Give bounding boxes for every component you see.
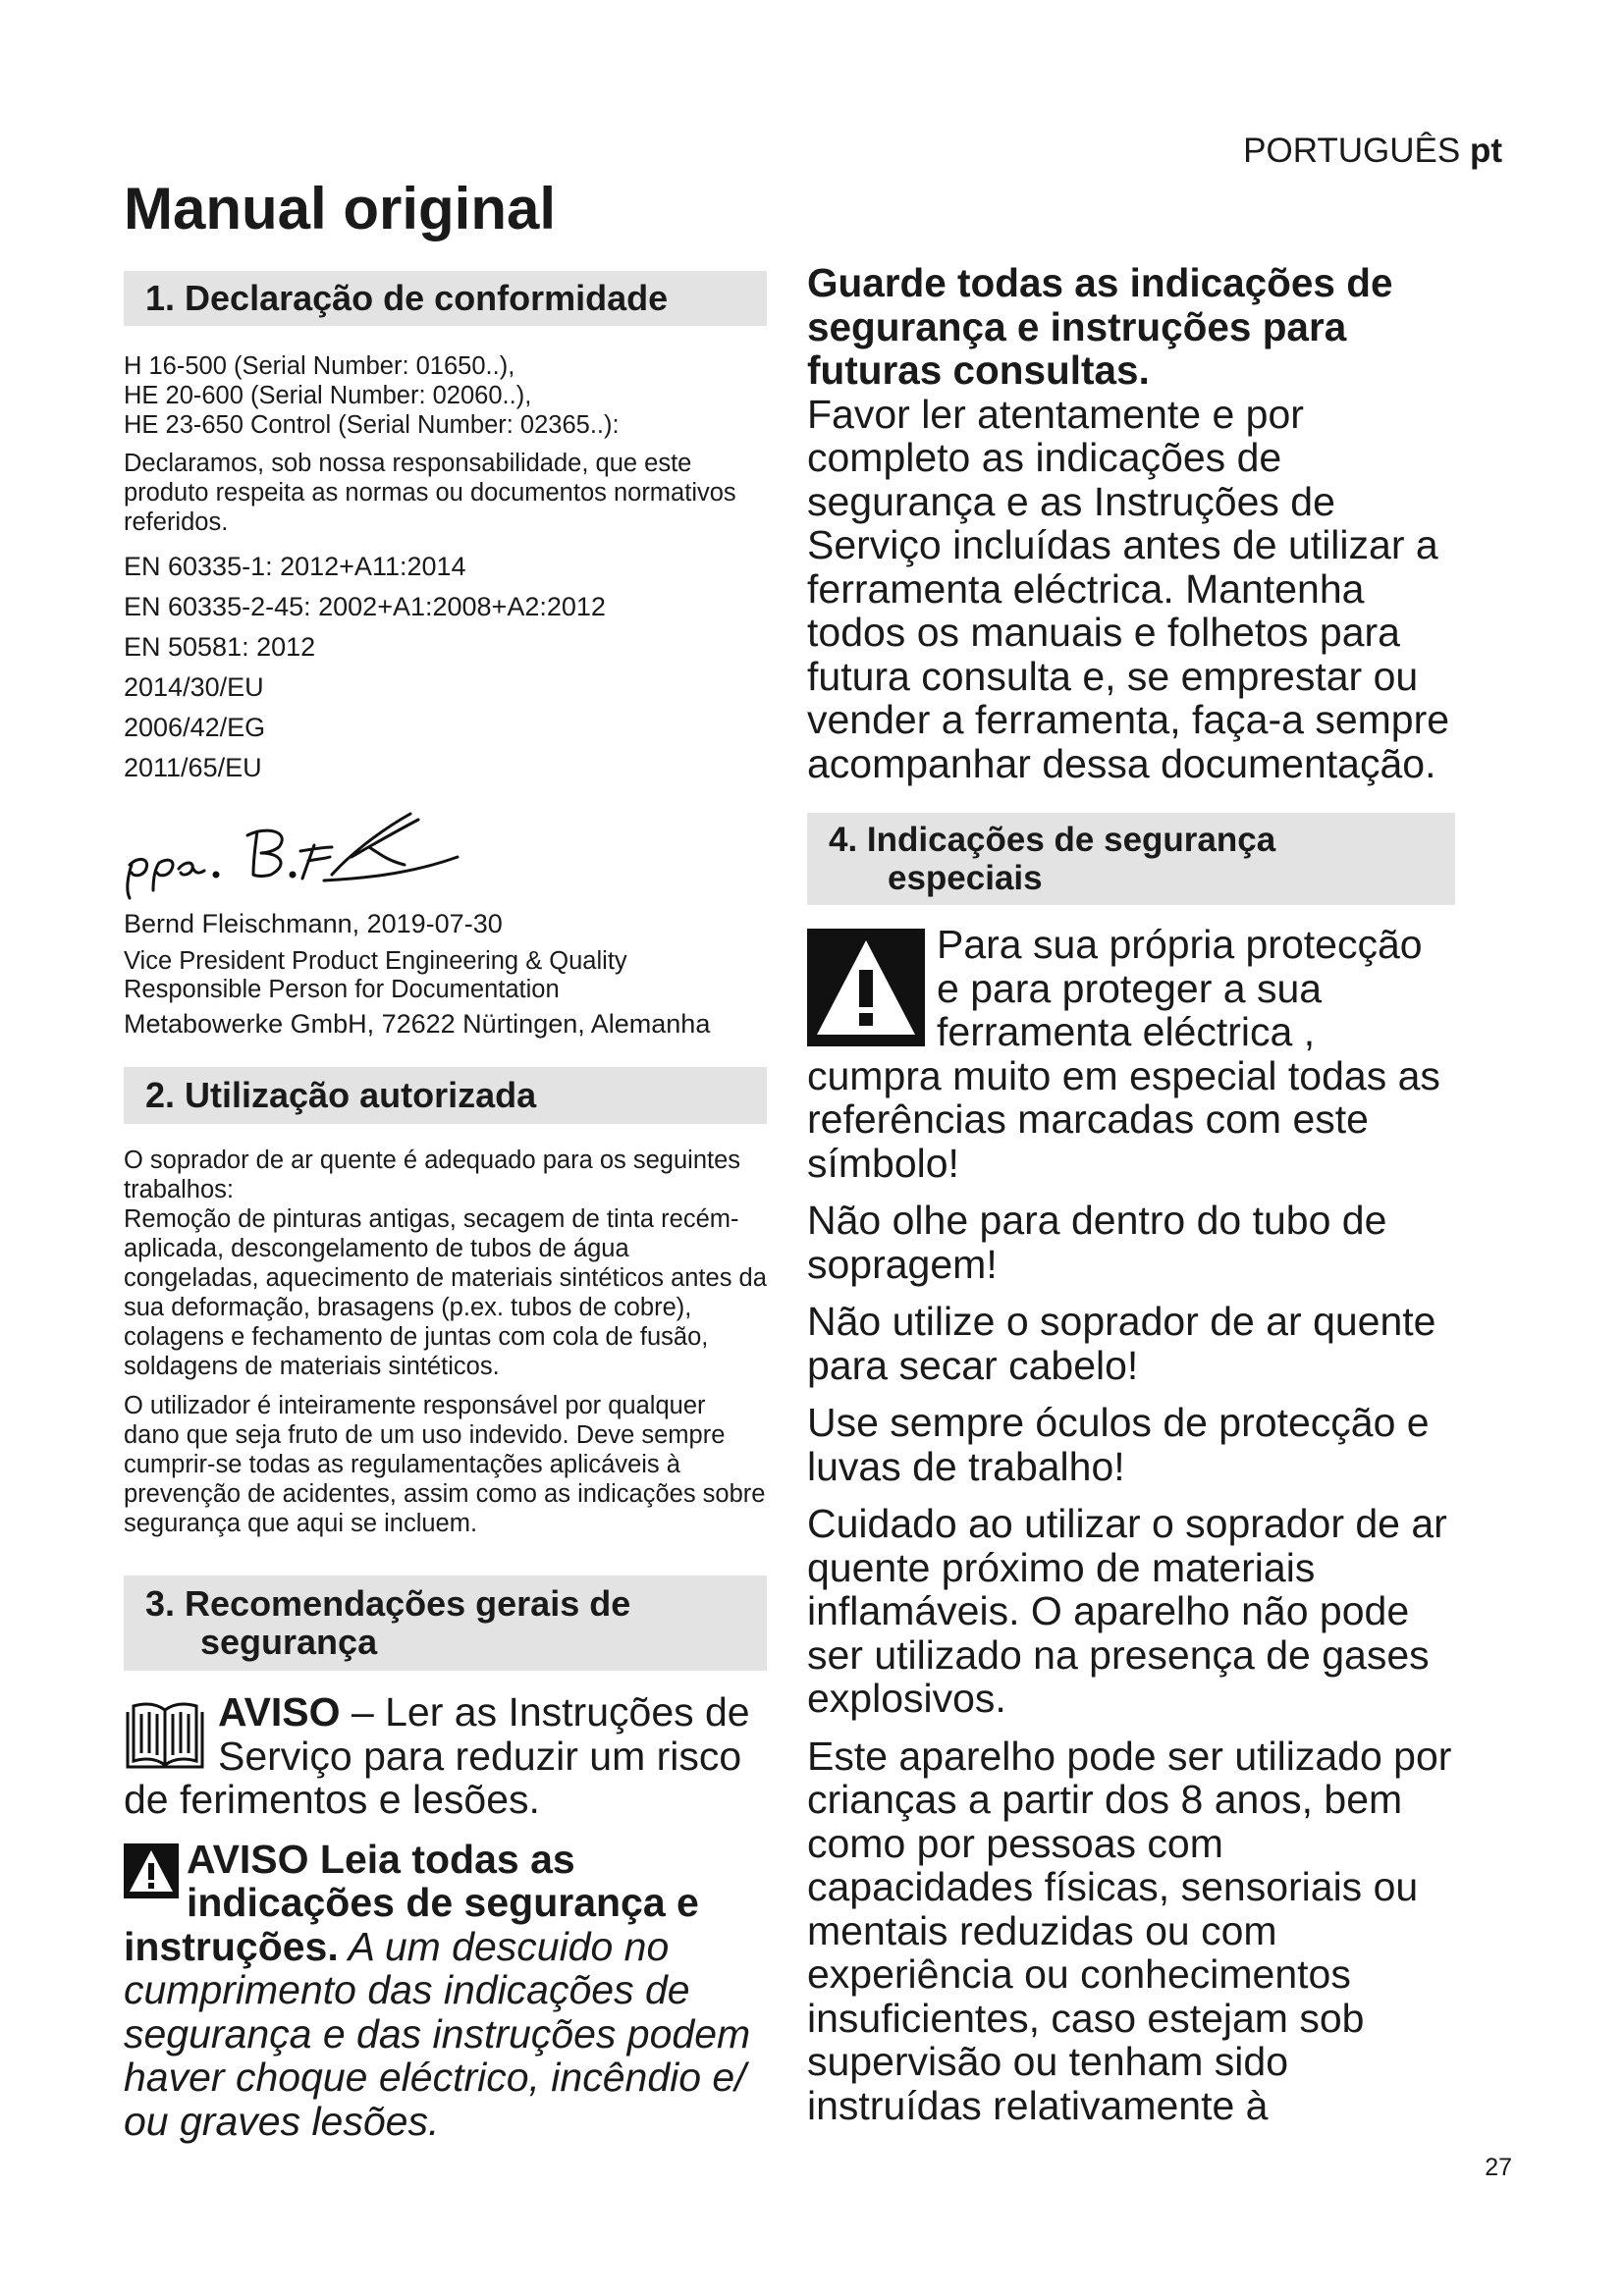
section-4-heading-line2: especiais	[888, 859, 1043, 897]
section-3-heading-line2: segurança	[200, 1622, 378, 1662]
language-name: PORTUGUÊS	[1243, 132, 1461, 170]
models-list	[124, 351, 767, 440]
warning-italic-text: A um descuido no cumprimento das indicações de segurança e das instruções podem haver choque eléctrico, incêndio e/ ou graves lesões.	[124, 1923, 751, 2144]
keep-instructions-text: Favor ler atentamente e por completo as indicações de segurança e as Instruções de Serviço incluídas antes de utilizar a ferramenta eléctrica. Mantenha todos os manuais e folhetos para futura consulta e, se emprestar ou vender a ferramenta, faça-a sempre acompanhar dessa documentação.	[807, 391, 1450, 786]
standard-line: EN 50581: 2012	[124, 632, 316, 662]
symbol-text: Para sua própria protecção e para proteger a sua ferramenta eléctrica , cumpra muito em especial todas as referências marcadas com este símbolo!	[807, 922, 1440, 1186]
keep-instructions-heading: Guarde todas as indicações de segurança e instruções para futuras consultas.	[807, 260, 1393, 393]
read-all-warning	[124, 1838, 767, 2144]
section-3-heading	[124, 1575, 767, 1671]
page-title: Manual original	[124, 176, 557, 241]
signer-title: Vice President Product Engineering & Quality	[124, 947, 627, 975]
section-2-heading	[124, 1067, 767, 1124]
model-line: HE 20-600 (Serial Number: 02060..),	[124, 382, 532, 409]
warning-label: AVISO	[218, 1689, 341, 1735]
standard-line: 2014/30/EU	[124, 672, 264, 702]
standard-line: EN 60335-2-45: 2002+A1:2008+A2:2012	[124, 592, 606, 621]
warning-bold-text: AVISO Leia todas as indicações de segurança e instruções.	[124, 1836, 699, 1969]
left-column	[124, 271, 767, 2143]
read-manual-warning	[124, 1690, 767, 1822]
signer-name: Bernd Fleischmann, 2019-07-30	[124, 909, 503, 938]
page-number: 27	[1485, 2154, 1512, 2181]
signer-role: Responsible Person for Documentation	[124, 976, 560, 1003]
standard-line: 2006/42/EG	[124, 713, 266, 742]
symbol-paragraph	[807, 923, 1455, 1185]
warning-text: – Ler as Instruções de Serviço para reduzir um risco de ferimentos e lesões.	[124, 1689, 750, 1822]
warning-triangle-icon	[124, 1843, 179, 1898]
safety-item: Use sempre óculos de protecção e luvas de trabalho!	[807, 1400, 1430, 1489]
section-3-heading-line1: 3. Recomendações gerais de	[145, 1583, 631, 1624]
section-4-heading-line1: 4. Indicações de segurança	[829, 821, 1276, 859]
language-code: pt	[1469, 132, 1502, 170]
section-2-heading-text: 2. Utilização autorizada	[145, 1075, 537, 1115]
language-label	[1178, 132, 1502, 171]
model-line: HE 23-650 Control (Serial Number: 02365..):	[124, 411, 620, 439]
section-1-heading-text: 1. Declaração de conformidade	[145, 278, 669, 318]
safety-item: Não olhe para dentro do tubo de sopragem!	[807, 1198, 1387, 1287]
company-address: Metabowerke GmbH, 72622 Nürtingen, Alemanha	[124, 1009, 711, 1039]
standards-list	[124, 547, 767, 788]
section-1-heading	[124, 271, 767, 326]
model-line: H 16-500 (Serial Number: 01650..),	[124, 352, 515, 380]
usage-list: Remoção de pinturas antigas, secagem de tinta recém-aplicada, descongelamento de tubos de água congeladas, aquecimento de materiais sintéticos antes da sua deformação, brasagens (p.ex. tubos de cobre), colagens e fechamento de juntas com cola de fusão, soldagens de materiais sintéticos.	[124, 1205, 767, 1380]
warning-symbol-icon	[807, 929, 927, 1048]
right-column	[807, 261, 1455, 2127]
safety-item: Este aparelho pode ser utilizado por crianças a partir dos 8 anos, bem como por pessoas com capacidades físicas, sensoriais ou mentais reduzidas ou com experiência ou conhecimentos insuficientes, caso estejam sob supervisão ou tenham sido instruídas relativamente à	[807, 1733, 1452, 2128]
safety-item: Cuidado ao utilizar o soprador de ar quente próximo de materiais inflamáveis. O aparelho não pode ser utilizado na presença de gases explosivos.	[807, 1501, 1447, 1721]
standard-line: EN 60335-1: 2012+A11:2014	[124, 552, 466, 581]
standard-line: 2011/65/EU	[124, 753, 262, 782]
section-4-heading	[807, 813, 1455, 905]
signature	[124, 796, 767, 904]
usage-intro: O soprador de ar quente é adequado para os seguintes trabalhos:	[124, 1147, 741, 1203]
safety-item: Não utilize o soprador de ar quente para secar cabelo!	[807, 1299, 1436, 1388]
declaration-text: Declaramos, sob nossa responsabilidade, que este produto respeita as normas ou documentos normativos referidos.	[124, 450, 736, 536]
usage-responsibility: O utilizador é inteiramente responsável por qualquer dano que seja fruto de um uso indevido. Deve sempre cumprir-se todas as regulamentações aplicáveis à prevenção de acidentes, assim como as indicações sobre segurança que aqui se incluem.	[124, 1392, 766, 1537]
book-icon	[124, 1694, 206, 1777]
